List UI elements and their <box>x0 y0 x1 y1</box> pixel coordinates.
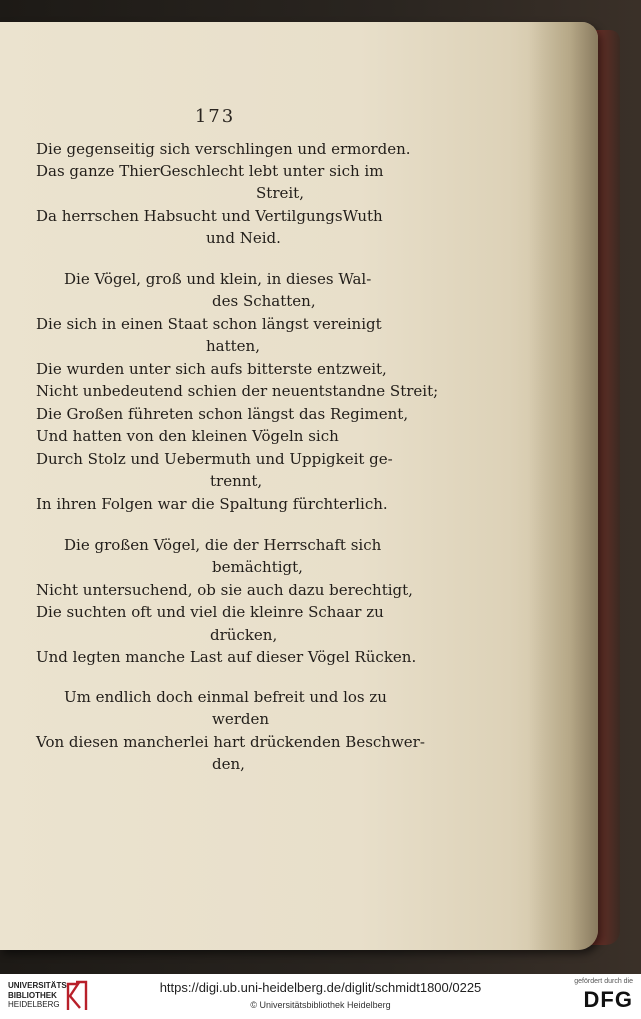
verse-line: In ihren Folgen war die Spaltung fürchterlich. <box>36 495 388 513</box>
verse-line: trennt, <box>210 472 263 490</box>
verse-line: Um endlich doch einmal befreit und los zu <box>64 688 387 706</box>
dfg-logo: DFG <box>583 987 633 1012</box>
verse-line: Und hatten von den kleinen Vögeln sich <box>36 427 339 445</box>
verse-line: Von diesen mancherlei hart drückenden Beschwer- <box>36 733 425 751</box>
verse-line: Die Großen führeten schon längst das Regiment, <box>36 405 409 423</box>
verse-line: Die sich in einen Staat schon längst vereinigt <box>36 315 382 333</box>
verse-line: Die gegenseitig sich verschlingen und ermorden. <box>36 140 411 158</box>
verse-line: Die suchten oft und viel die kleinre Schaar zu <box>36 603 384 621</box>
verse-line: drücken, <box>210 626 278 644</box>
verse-line: Und legten manche Last auf dieser Vögel Rücken. <box>36 648 417 666</box>
verse-line: Die Vögel, groß und klein, in dieses Wal- <box>64 270 372 288</box>
page-number: 173 <box>194 106 236 127</box>
verse-line: bemächtigt, <box>212 558 303 576</box>
verse-line: Streit, <box>256 184 304 202</box>
verse-line: den, <box>212 755 245 773</box>
verse-line: Das ganze ThierGeschlecht lebt unter sich im <box>36 162 384 180</box>
verse-line: und Neid. <box>206 229 281 247</box>
copyright-notice: © Universitätsbibliothek Heidelberg <box>250 1000 391 1010</box>
verse-line: Die wurden unter sich aufs bitterste entzweit, <box>36 360 387 378</box>
book-page <box>0 22 598 950</box>
verse-line: werden <box>212 710 270 728</box>
viewer-footer <box>0 974 641 1019</box>
verse-line: hatten, <box>206 337 260 355</box>
verse-line: Nicht untersuchend, ob sie auch dazu berechtigt, <box>36 581 413 599</box>
library-line-2: BIBLIOTHEK <box>8 990 57 1000</box>
library-line-1: UNIVERSITÄTS- <box>8 981 70 990</box>
verse-line: Die großen Vögel, die der Herrschaft sich <box>64 536 382 554</box>
verse-line: des Schatten, <box>212 292 316 310</box>
permalink-url[interactable]: https://digi.ub.uni-heidelberg.de/diglit/schmidt1800/0225 <box>159 980 482 995</box>
library-line-3: HEIDELBERG <box>8 1000 60 1009</box>
funded-by-label: gefördert durch die <box>574 978 633 985</box>
verse-line: Durch Stolz und Uebermuth und Uppigkeit ge- <box>36 450 393 468</box>
verse-line: Da herrschen Habsucht und VertilgungsWuth <box>36 207 383 225</box>
verse-line: Nicht unbedeutend schien der neuentstandne Streit; <box>36 382 439 400</box>
